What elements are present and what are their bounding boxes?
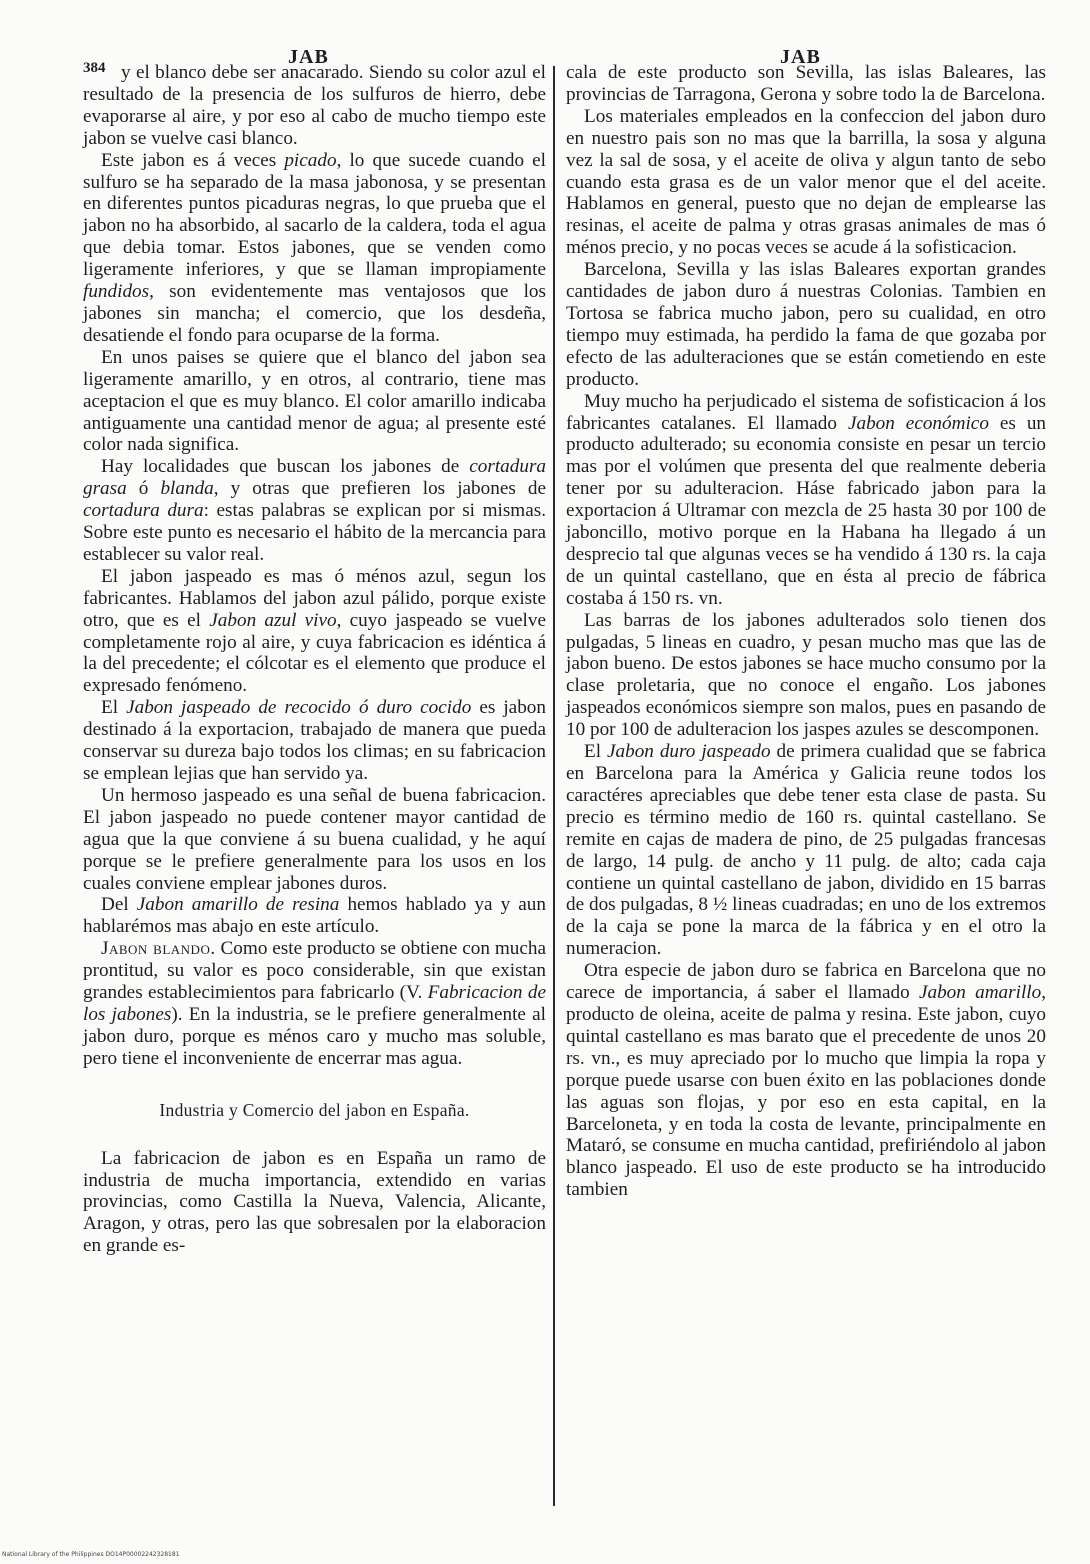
paragraph: En unos paises se quiere que el blanco del jabon sea ligeramente amarillo, y en otros, al contrario, tiene mas aceptacion el que es muy blanco. El color amarillo indicaba antiguamente una cantidad menor de agua; al presente esté color nada significa. bbox=[83, 346, 546, 456]
paragraph: El jabon jaspeado es mas ó ménos azul, segun los fabricantes. Hablamos del jabon azul pálido, porque existe otro, que es el Jabon azul vivo, cuyo jaspeado se vuelve completamente rojo al aire, y cuya fabricacion es idéntica á la del precedente; el cólcotar es el elemento que produce el expresado fenómeno. bbox=[83, 565, 546, 697]
paragraph: Hay localidades que buscan los jabones de cortadura grasa ó blanda, y otras que prefieren los jabones de cortadura dura: estas palabras se explican por si mismas. Sobre este punto es necesario el hábito de la mercancia para establecer su valor real. bbox=[83, 456, 546, 565]
paragraph: Otra especie de jabon duro se fabrica en Barcelona que no carece de importancia, á saber el llamado Jabon amarillo, producto de oleina, aceite de palma y resina. Este jabon, cuyo quintal castellano es mas barato que el precedente de unos 20 rs. vn., es muy apreciado por lo mucho que limpia la ropa y porque puede usarse con buen éxito en las poblaciones donde las aguas son flojas, y por eso en esta capital, en la Barceloneta, y en toda la costa de levante, principalmente en Mataró, se consume en mucha cantidad, prefiriéndolo al jabon blanco jaspeado. El uso de este producto se ha introducido tambien bbox=[566, 960, 1046, 1201]
paragraph: Muy mucho ha perjudicado el sistema de sofisticacion á los fabricantes catalanes. El llamado Jabon económico es un producto adulterado; su economia consiste en pesar un tercio mas por el volúmen que presenta del que realmente deberia tener por su adulteracion. Háse fabricado jabon para la exportacion á Ultramar con mezcla de 25 hasta 30 por 100 de jaboncillo, motivo porque en la Habana ha llegado á un desprecio tal que algunas veces se ha vendido á 130 rs. la caja de un quintal castellano, que en ésta al precio de fábrica costaba á 150 rs. vn. bbox=[566, 390, 1047, 609]
paragraph: cala de este producto son Sevilla, las islas Baleares, las provincias de Tarragona, Gerona y sobre todo la de Barcelona. bbox=[566, 62, 1046, 105]
left-running-head: JAB bbox=[288, 46, 329, 68]
right-column bbox=[566, 62, 1046, 1201]
paragraph: Un hermoso jaspeado es una señal de buena fabricacion. El jabon jaspeado no puede contener mayor cantidad de agua que la que conviene á su buena cualidad, y he aquí porque se le prefiere generalmente para los usos en los cuales conviene emplear jabones duros. bbox=[83, 784, 546, 894]
paragraph: Jabon blando. Como este producto se obtiene con mucha prontitud, su valor es poco considerable, sin que existan grandes establecimientos para fabricarlo (V. Fabricacion de los jabones). En la industria, se le prefiere generalmente al jabon duro, porque es ménos caro y mucho mas soluble, pero tiene el inconveniente de encerrar mas agua. bbox=[83, 938, 546, 1069]
column-divider bbox=[553, 66, 555, 1506]
paragraph: La fabricacion de jabon es en España un ramo de industria de mucha importancia, extendido en varias provincias, como Castilla la Nueva, Valencia, Alicante, Aragon, y otras, pero las que sobresalen por la elaboracion en grande es- bbox=[83, 1147, 546, 1257]
section-heading: Industria y Comercio del jabon en España. bbox=[159, 1099, 470, 1120]
paragraph: Barcelona, Sevilla y las islas Baleares exportan grandes cantidades de jabon duro á nuestras Colonias. Tambien en Tortosa se fabrica mucho jabon, pero su cualidad, en otro tiempo muy estimada, ha perdido la fama de que gozaba por efecto de las adulteraciones que se están cometiendo en este producto. bbox=[566, 259, 1046, 390]
paragraph: Del Jabon amarillo de resina hemos hablado ya y aun hablarémos mas abajo en este artículo. bbox=[83, 894, 546, 938]
right-running-head: JAB bbox=[780, 46, 821, 68]
paragraph: El Jabon jaspeado de recocido ó duro cocido es jabon destinado á la exportacion, trabajado de manera que pueda conservar su dureza bajo todos los climas; en su fabricacion se emplean lejias que han servido ya. bbox=[83, 697, 546, 784]
left-column bbox=[83, 62, 546, 1257]
paragraph: Este jabon es á veces picado, lo que sucede cuando el sulfuro se ha separado de la masa jabonosa, y se presentan en diferentes puntos picaduras negras, lo que prueba que el jabon no ha absorbido, al sacarlo de la caldera, toda el agua que debia tomar. Estos jabones, que se venden como ligeramente inferiores, y que se llaman impropiamente fundidos, son evidentemente mas ventajosos que los jabones sin mancha; el comercio, que los desdeña, desatiende el fondo para ocuparse de la forma. bbox=[83, 149, 546, 346]
paragraph: Las barras de los jabones adulterados solo tienen dos pulgadas, 5 lineas en cuadro, y pesan mucho mas que las de jabon bueno. De estos jabones se hace mucho consumo por la clase proletaria, que no conoce el engaño. Los jabones jaspeados económicos siempre son malos, pues en pasando de 10 por 100 de adulteracion los jaspes azules se descomponen. bbox=[566, 609, 1046, 741]
paragraph: El Jabon duro jaspeado de primera cualidad que se fabrica en Barcelona para la América y Galicia reune todos los caractéres apreciables que debe tener esta clase de pasta. Su precio es término medio de 160 rs. quintal castellano. Se remite en cajas de madera de pino, de 25 pulgadas francesas de largo, 14 pulg. de ancho y 11 pulg. de alto; cada caja contiene un quintal castellano de jabon, dividido en 15 barras de dos pulgadas, 8 ½ lineas cuadradas; en uno de los extremos de la caja se pone la marca de la fábrica y en el otro la numeracion. bbox=[566, 741, 1046, 960]
library-footer: National Library of the Philippines DO14P00002242328181 bbox=[2, 1551, 180, 1558]
paragraph: Los materiales empleados en la confeccion del jabon duro en nuestro pais son no mas que la barrilla, la sosa y alguna vez la sal de sosa, y el aceite de oliva y algun tanto de sebo cuando esta grasa es de un valor menor que el del aceite. Hablamos en general, puesto que no dejan de emplearse las resinas, el aceite de palma y otras grasas animales de mas ó ménos precio, y no pocas veces se acude á la sofisticacion. bbox=[566, 105, 1046, 259]
paragraph: y el blanco debe ser anacarado. Siendo su color azul el resultado de la presencia de los sulfuros de hierro, debe evaporarse al aire, y por eso al cabo de mucho tiempo este jabon se vuelve casi blanco. bbox=[83, 62, 546, 149]
page-number: 384 bbox=[83, 60, 106, 76]
